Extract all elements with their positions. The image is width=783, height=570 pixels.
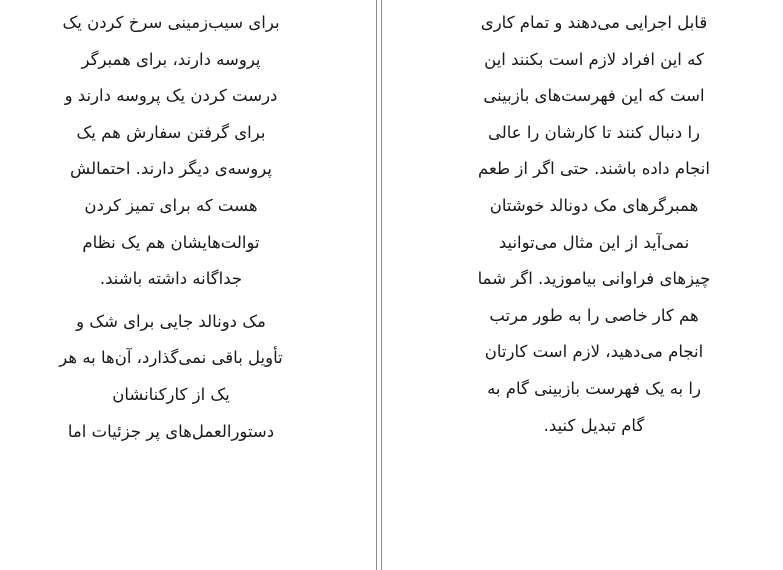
paragraph (448, 5, 740, 444)
text-line: هست که برای تمیز کردن (84, 195, 258, 215)
text-line: برای گرفتن سفارش هم یک (76, 122, 266, 142)
text-line: درست کردن یک پروسه دارند و (64, 86, 278, 106)
text-line: نمی‌آید از این مثال می‌توانید (498, 232, 690, 252)
text-line: انجام می‌دهید، لازم است کارتان (484, 342, 704, 362)
text-line: همبرگرهای مک دونالد خوشتان (489, 195, 699, 215)
text-line: پروسه‌ی دیگر دارند. احتمالش (70, 159, 272, 179)
text-line: قابل اجرایی می‌دهند و تمام کاری (480, 13, 708, 32)
text-line: پروسه دارند، برای همبرگر (81, 49, 261, 69)
text-line: برای سیب‌زمینی سرخ کردن یک (62, 13, 280, 32)
text-line: توالت‌هایشان هم یک نظام (82, 232, 260, 252)
paragraph (12, 304, 330, 450)
text-line: جداگانه داشته باشند. (99, 269, 243, 289)
text-line: است که این فهرست‌های بازبینی (483, 86, 705, 106)
text-line: تأویل باقی نمی‌گذارد، آن‌ها به هر (59, 348, 283, 368)
right-column (448, 5, 740, 444)
left-column (12, 5, 330, 450)
text-line: چیزهای فراوانی بیاموزید. اگر شما (477, 269, 711, 289)
column-divider (376, 0, 382, 570)
text-line: انجام داده باشند. حتی اگر از طعم (478, 159, 710, 179)
text-line: یک از کارکنانشان (112, 384, 230, 404)
text-line: را به یک فهرست بازبینی گام به (487, 378, 701, 398)
paragraph (12, 5, 330, 298)
text-line: دستورالعمل‌های پر جزئیات اما (67, 421, 275, 441)
text-line: هم کار خاصی را به طور مرتب (489, 305, 699, 325)
text-line: مک دونالد جایی برای شک و (76, 311, 266, 331)
text-line: را دنبال کنند تا کارشان را عالی (487, 122, 701, 142)
text-line: که این افراد لازم است بکنند این (484, 49, 704, 69)
text-line: گام تبدیل کنید. (543, 415, 645, 435)
